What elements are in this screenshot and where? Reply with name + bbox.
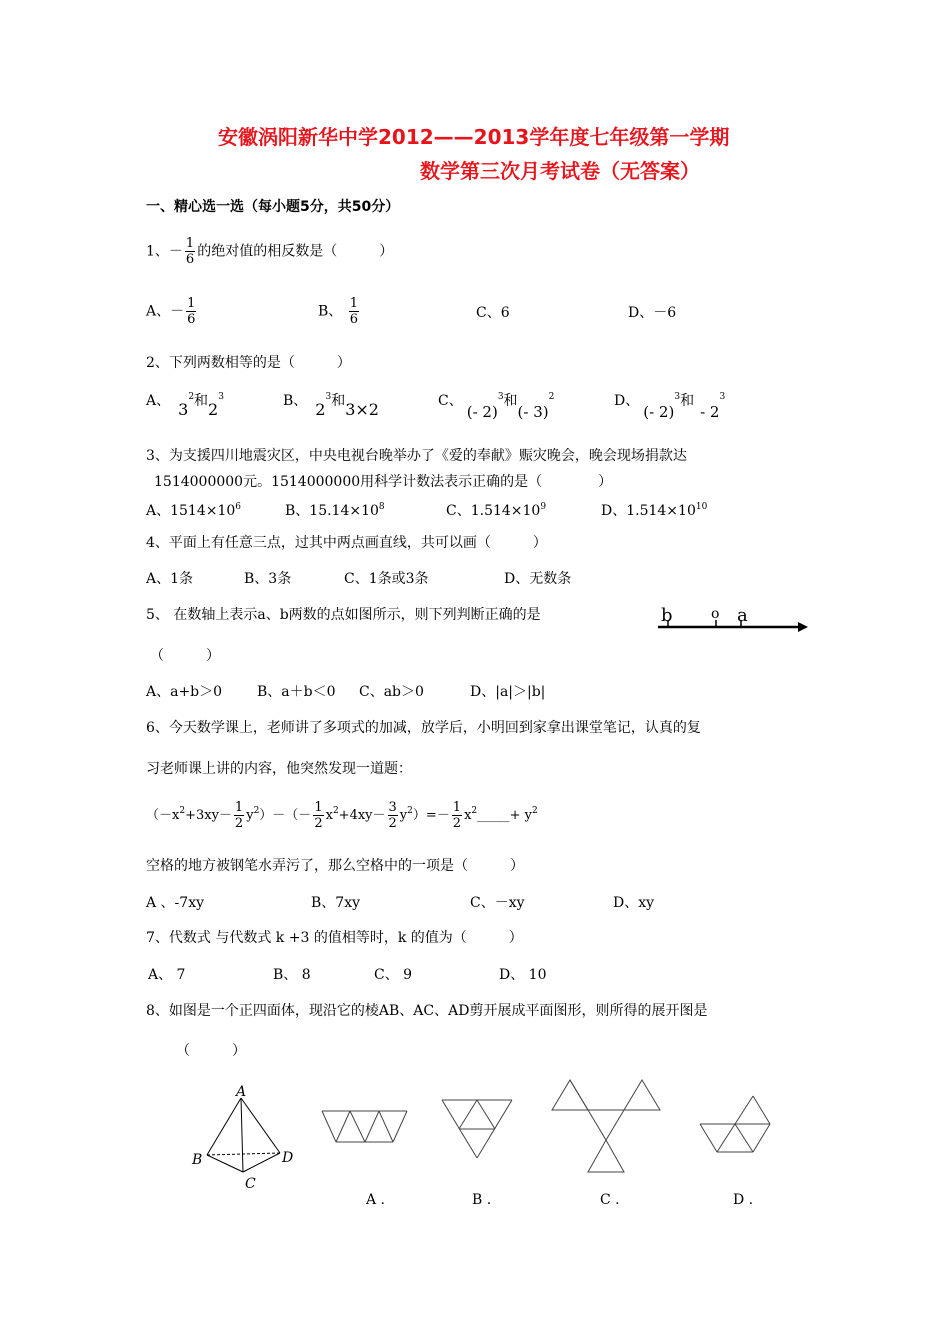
number-line-figure (650, 600, 810, 640)
q7-option-a: A、 7 (148, 967, 186, 983)
q6-expression: （$-x^2+3xy-$ $\frac{1}{2}$ $y^2)-(-$ $\frac{1}{2}$ $x^2+4xy-$ $\frac{3}{2}$ $y^2)=-$ $\frac{1}{2}$ $x^2\_\_\_\_\_+ y^2$ (146, 800, 538, 831)
q8-answer-paren: （ ） (176, 1043, 246, 1059)
q7-option-c: C、 9 (374, 967, 413, 983)
q5-option-d: D、|a|＞|b| (470, 684, 546, 700)
q6-option-a: A 、-7xy (146, 895, 205, 911)
q6-option-d: D、xy (613, 895, 655, 911)
question-5: 5、 在数轴上表示a、b两数的点如图所示，则下列判断正确的是 (146, 607, 541, 623)
arrow-icon (798, 622, 808, 632)
axis-label-o: o (711, 606, 720, 622)
section-heading: 一、精心选一选（每小题5分，共50分） (146, 199, 400, 215)
net-label-c: C . (600, 1192, 620, 1208)
axis-label-a: a (737, 605, 748, 626)
net-label-a: A . (366, 1192, 386, 1208)
vertex-label-a: A (236, 1084, 247, 1100)
q2-option-b: B、 $2^3$和3×2 (283, 392, 379, 419)
question-6-line2: 习老师课上讲的内容，他突然发现一道题： (146, 761, 412, 777)
q5-option-a: A、a+b＞0 (146, 684, 223, 700)
question-6-line1: 6、今天数学课上，老师讲了多项式的加减，放学后，小明回到家拿出课堂笔记，认真的复 (146, 720, 701, 736)
exam-title-line1: 安徽涡阳新华中学2012——2013学年度七年级第一学期 (218, 125, 730, 149)
q2-option-a: A、 $3^2$和$2^3$ (146, 392, 224, 419)
exam-title-line2: 数学第三次月考试卷（无答案） (420, 159, 700, 183)
q3-option-d: D、$1.514\times 10^{10}$ (601, 502, 708, 519)
q7-option-d: D、 10 (499, 967, 547, 983)
edge-bd-hidden (207, 1153, 280, 1155)
edge-ab (207, 1098, 241, 1155)
question-2: 2、下列两数相等的是（ ） (146, 355, 351, 371)
net-label-d: D . (733, 1192, 754, 1208)
q1-option-c: C、6 (476, 305, 510, 321)
q5-answer-paren: （ ） (150, 648, 220, 664)
q4-option-a: A、1条 (146, 571, 194, 587)
net-option-d (698, 1094, 774, 1158)
vertex-label-d: D (282, 1150, 294, 1166)
question-3-line2: 1514000000元。1514000000用科学计数法表示正确的是（ ） (154, 474, 613, 490)
q5-option-b: B、a＋b＜0 (257, 684, 336, 700)
fraction: $\frac{1}{6}$ (185, 236, 195, 267)
net-option-a (318, 1106, 412, 1146)
edge-ad (241, 1098, 280, 1153)
vertex-label-b: B (192, 1152, 203, 1168)
question-4: 4、平面上有任意三点，过其中两点画直线，共可以画（ ） (146, 535, 547, 551)
q2-option-c: C、(- 2)$^3$和(- 3)$^2$ (438, 392, 555, 421)
q3-option-c: C、$1.514\times 10^9$ (446, 502, 547, 519)
q2-option-d: D、(- 2)$^3$和- $2^3$ (614, 392, 726, 421)
tetrahedron-figure (185, 1080, 305, 1192)
edge-bc (207, 1155, 243, 1172)
q3-option-b: B、$15.14\times 10^8$ (285, 502, 385, 519)
q7-option-b: B、 8 (273, 967, 311, 983)
net-label-b: B . (472, 1192, 492, 1208)
q4-option-d: D、无数条 (504, 571, 572, 587)
q5-option-c: C、ab＞0 (359, 684, 424, 700)
net-option-c (550, 1076, 664, 1176)
question-8: 8、如图是一个正四面体，现沿它的棱AB、AC、AD剪开展成平面图形，则所得的展开图是 (146, 1003, 708, 1019)
q6-option-b: B、7xy (311, 895, 360, 911)
question-1: 1、－ $\frac{1}{6}$ 的绝对值的相反数是（ ） (146, 236, 394, 267)
vertex-label-c: C (245, 1176, 256, 1192)
q6-option-c: C、－xy (470, 895, 525, 911)
edge-ac (241, 1098, 243, 1172)
question-7: 7、代数式 与代数式 k +3 的值相等时，k 的值为（ ） (146, 930, 523, 946)
q1-option-b: B、 $\frac{1}{6}$ (318, 296, 359, 327)
q4-option-c: C、1条或3条 (344, 571, 429, 587)
question-6-line3: 空格的地方被钢笔水弄污了，那么空格中的一项是（ ） (146, 858, 524, 874)
axis-label-b: b (661, 605, 673, 626)
q4-option-b: B、3条 (244, 571, 292, 587)
question-3-line1: 3、为支援四川地震灾区，中央电视台晚举办了《爱的奉献》赈灾晚会，晚会现场捐款达 (146, 448, 687, 464)
q1-option-a: A、－ $\frac{1}{6}$ (146, 296, 196, 327)
q3-option-a: A、$1514\times 10^6$ (146, 502, 242, 519)
q1-option-d: D、－6 (628, 305, 677, 321)
edge-cd (243, 1153, 280, 1172)
net-option-b (438, 1096, 518, 1162)
